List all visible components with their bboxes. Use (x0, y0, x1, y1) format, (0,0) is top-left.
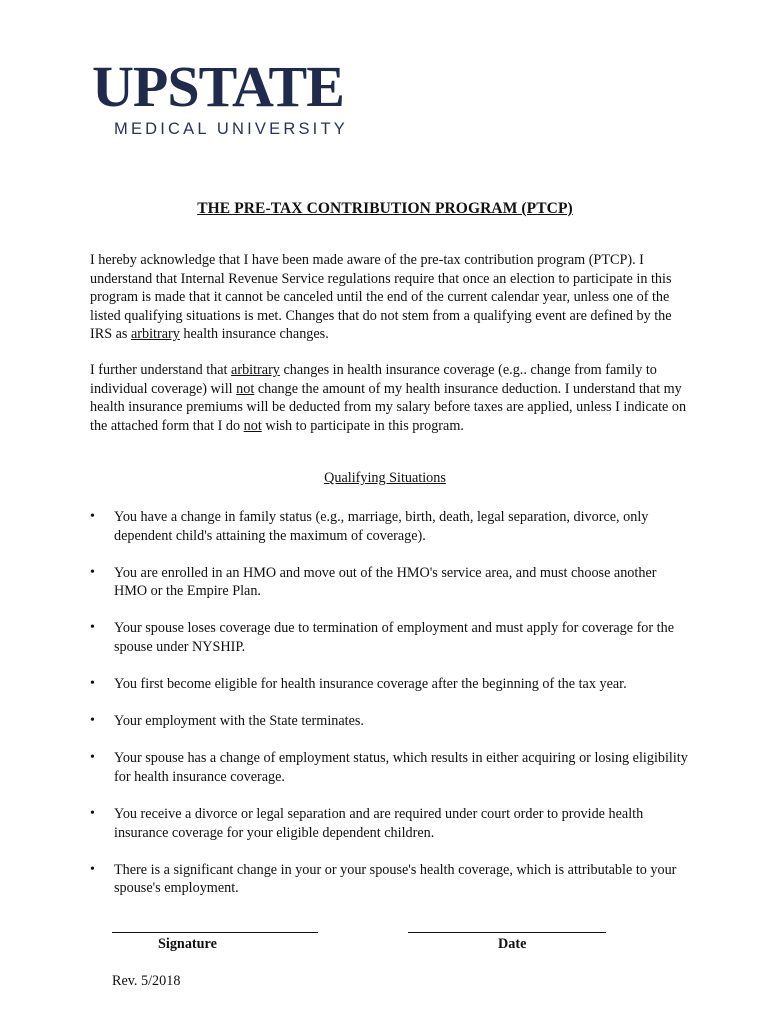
bullet-icon: • (90, 750, 95, 766)
paragraph-text: wish to participate in this program. (261, 417, 464, 434)
list-item (90, 749, 690, 786)
list-item (90, 619, 690, 656)
list-item (90, 805, 690, 842)
paragraph-text: change the amount of my health insurance deduction. I understand that my health insurance premiums will be deducted from my salary before taxes are applied, unless I indicate on the attached form that I do (90, 380, 687, 434)
underlined-term: arbitrary (231, 362, 280, 378)
bullet-icon: • (90, 676, 95, 692)
logo-wordmark: UPSTATE (92, 54, 344, 119)
qualifying-situations-heading: Qualifying Situations (324, 470, 446, 486)
bullet-icon: • (90, 713, 95, 729)
bullet-icon: • (90, 861, 95, 877)
list-item-text: You have a change in family status (e.g., marriage, birth, death, legal separation, divorce, only dependent child's attaining the maximum of coverage). (114, 509, 649, 544)
date-line[interactable] (408, 932, 606, 933)
list-item (90, 675, 690, 694)
signature-label: Signature (158, 936, 217, 952)
list-item-text: Your spouse has a change of employment status, which results in either acquiring or losing eligibility for health insurance coverage. (114, 750, 688, 785)
bullet-icon: • (90, 509, 95, 524)
list-item-text: There is a significant change in your or your spouse's health coverage, which is attributable to your spouse's employment. (114, 861, 677, 897)
list-item (90, 861, 690, 898)
paragraph-text: I further understand that (90, 362, 232, 378)
logo-subtitle: MEDICAL UNIVERSITY (114, 120, 348, 138)
revision-label: Rev. 5/2018 (112, 973, 181, 989)
upstate-logo (92, 56, 382, 139)
list-item-text: Your spouse loses coverage due to termination of employment and must apply for coverage for the spouse under NYSHIP. (114, 620, 675, 655)
underlined-term: not (243, 417, 262, 434)
list-item-text: You first become eligible for health insurance coverage after the beginning of the tax year. (114, 676, 627, 693)
understanding-paragraph (90, 361, 690, 435)
paragraph-text: changes in health insurance coverage (e.g.. change from family to individual coverage) will (90, 362, 657, 397)
paragraph-text: health insurance changes. (179, 326, 329, 343)
list-item (90, 564, 690, 601)
bullet-icon: • (90, 805, 95, 821)
bullet-icon: • (90, 620, 95, 636)
qualifying-situations-list (90, 508, 690, 916)
list-item-text: You receive a divorce or legal separation and are required under court order to provide health insurance coverage for your eligible dependent children. (114, 805, 644, 841)
acknowledgement-paragraph (90, 251, 690, 344)
document-title: THE PRE-TAX CONTRIBUTION PROGRAM (PTCP) (197, 200, 573, 217)
list-item (90, 508, 690, 545)
list-item-text: Your employment with the State terminates. (114, 713, 364, 730)
underlined-term: not (236, 380, 255, 397)
paragraph-text: I hereby acknowledge that I have been made aware of the pre-tax contribution program (PTCP). I understand that Internal Revenue Service regulations require that once an election to participate in this program is made that it cannot be canceled until the end of the current calendar year, unless one of the listed qualifying situations is met. Changes that do not stem from a qualifying event are defined by the IRS as (90, 252, 672, 343)
date-label: Date (498, 936, 527, 952)
bullet-icon: • (90, 564, 95, 580)
list-item-text: You are enrolled in an HMO and move out of the HMO's service area, and must choose another HMO or the Empire Plan. (114, 564, 657, 600)
signature-line[interactable] (112, 932, 318, 933)
list-item (90, 712, 690, 731)
underlined-term: arbitrary (131, 326, 180, 343)
